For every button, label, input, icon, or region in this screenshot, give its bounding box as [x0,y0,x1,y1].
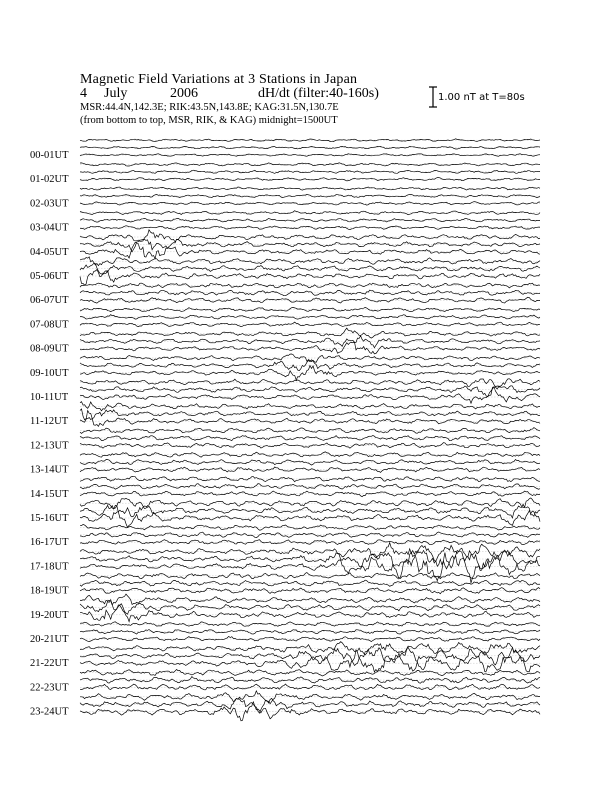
station-order-note: (from bottom to top, MSR, RIK, & KAG) midnight=1500UT [80,115,338,126]
hour-label: 11-12UT [30,416,69,428]
trace-msr-21-22ut [80,650,540,672]
trace-kag-23-24ut [80,691,540,704]
trace-kag-08-09ut [80,328,540,338]
hour-label: 01-02UT [30,174,69,186]
trace-rik-03-04ut [80,218,540,222]
hour-label: 16-17UT [30,537,69,549]
trace-kag-10-11ut [80,379,540,387]
date-month: July [104,86,128,101]
trace-rik-08-09ut [80,336,540,348]
trace-kag-19-20ut [80,594,540,605]
trace-kag-17-18ut [80,543,540,562]
trace-kag-13-14ut [80,452,540,457]
scale-label: 1.00 nT at T=80s [438,92,525,103]
trace-msr-17-18ut [80,552,540,583]
trace-msr-15-16ut [80,511,540,528]
hour-label: 02-03UT [30,198,69,210]
trace-rik-21-22ut [80,647,540,665]
hour-label: 14-15UT [30,488,69,500]
chart-title: Magnetic Field Variations at 3 Stations in Japan [80,72,358,87]
hour-label: 05-06UT [30,271,69,282]
trace-rik-10-11ut [80,386,540,397]
date-year: 2006 [170,86,198,101]
hour-label: 21-22UT [30,658,69,670]
hour-label: 19-20UT [30,609,69,621]
filter-label: dH/dt (filter:40-160s) [258,86,379,101]
trace-kag-01-02ut [80,163,540,166]
hour-label: 13-14UT [30,464,69,476]
trace-msr-08-09ut [80,342,540,354]
trace-kag-04-05ut [80,230,540,242]
trace-rik-17-18ut [80,551,540,569]
hour-label: 20-21UT [30,634,69,645]
hour-label: 06-07UT [30,295,69,307]
date-day: 4 [80,86,87,101]
hour-label: 09-10UT [30,367,69,379]
trace-msr-23-24ut [80,702,540,721]
trace-msr-22-23ut [80,684,540,690]
hour-label: 08-09UT [30,343,69,355]
trace-msr-05-06ut [80,270,540,286]
hour-label: 17-18UT [30,561,69,573]
hour-label: 10-11UT [30,392,69,403]
hour-label: 03-04UT [30,222,69,234]
trace-rik-13-14ut [80,460,540,466]
hour-label: 04-05UT [30,246,69,258]
hour-label: 15-16UT [30,513,69,524]
hour-label: 12-13UT [30,440,69,452]
trace-rik-19-20ut [80,600,540,615]
trace-rik-04-05ut [80,239,540,252]
hour-label: 00-01UT [30,150,69,161]
hour-label: 23-24UT [30,706,69,718]
station-coordinates: MSR:44.4N,142.3E; RIK:43.5N,143.8E; KAG:31.5N,130.7E [80,102,339,113]
trace-kag-22-23ut [80,670,540,677]
hour-label: 22-23UT [30,682,69,694]
hour-label: 07-08UT [30,319,69,331]
trace-rik-11-12ut [80,409,540,420]
hour-label: 18-19UT [30,585,69,597]
